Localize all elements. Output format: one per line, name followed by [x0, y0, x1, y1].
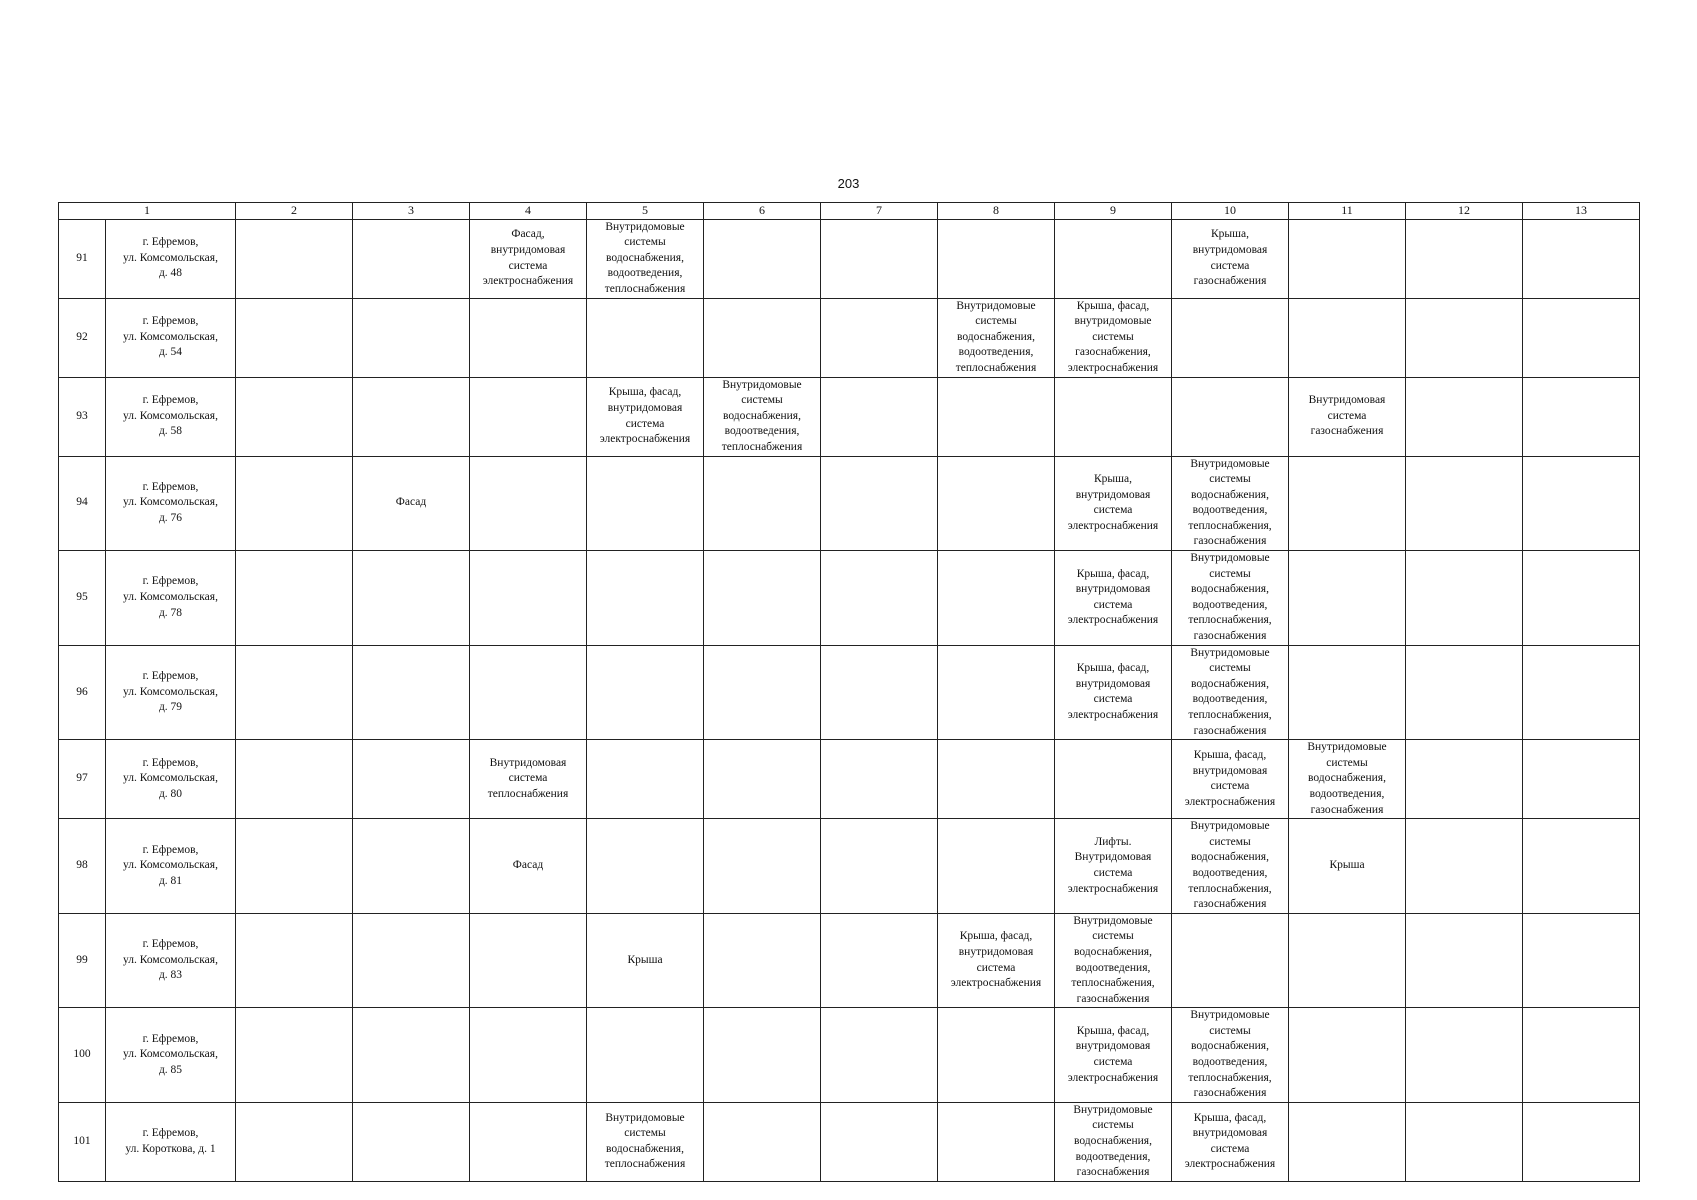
- work-cell: [704, 456, 821, 551]
- work-cell: [704, 298, 821, 377]
- work-cell: [821, 219, 938, 298]
- work-cell: [1523, 551, 1640, 646]
- table-row: [59, 740, 1640, 819]
- work-cell: [1523, 377, 1640, 456]
- work-cell: Внутридомовые системы водоснабжения, водоотведения, газоснабжения: [1055, 1102, 1172, 1181]
- column-header: 7: [821, 203, 938, 220]
- work-cell: [938, 1102, 1055, 1181]
- work-cell: Внутридомовые системы водоснабжения, водоотведения, теплоснабжения: [938, 298, 1055, 377]
- work-cell: Крыша, фасад, внутридомовая система электроснабжения: [1055, 551, 1172, 646]
- table-row: [59, 819, 1640, 914]
- work-cell: [587, 645, 704, 740]
- work-cell: Крыша, фасад, внутридомовая система электроснабжения: [587, 377, 704, 456]
- address-cell: г. Ефремов, ул. Короткова, д. 1: [106, 1102, 236, 1181]
- work-cell: [938, 377, 1055, 456]
- work-cell: [236, 1102, 353, 1181]
- work-cell: Крыша, фасад, внутридомовая система электроснабжения: [1172, 1102, 1289, 1181]
- page-number: 203: [837, 176, 860, 191]
- work-cell: Крыша: [587, 913, 704, 1008]
- row-number-cell: 97: [59, 740, 106, 819]
- work-cell: [1523, 456, 1640, 551]
- row-number-cell: 99: [59, 913, 106, 1008]
- work-cell: [1406, 819, 1523, 914]
- row-number-cell: 91: [59, 219, 106, 298]
- column-header: 5: [587, 203, 704, 220]
- address-cell: г. Ефремов, ул. Комсомольская, д. 81: [106, 819, 236, 914]
- work-cell: [938, 645, 1055, 740]
- address-cell: г. Ефремов, ул. Комсомольская, д. 76: [106, 456, 236, 551]
- work-cell: [1289, 1102, 1406, 1181]
- row-number-cell: 94: [59, 456, 106, 551]
- work-cell: [821, 298, 938, 377]
- column-number-header-row: [59, 203, 1640, 220]
- work-cell: [1406, 551, 1523, 646]
- work-cell: Внутридомовые системы водоснабжения, водоотведения, теплоснабжения: [704, 377, 821, 456]
- work-cell: Внутридомовая система газоснабжения: [1289, 377, 1406, 456]
- work-cell: [587, 740, 704, 819]
- work-cell: [821, 645, 938, 740]
- work-cell: [587, 456, 704, 551]
- table-row: [59, 377, 1640, 456]
- work-cell: [353, 1008, 470, 1103]
- work-cell: [470, 1102, 587, 1181]
- work-cell: [236, 740, 353, 819]
- work-cell: [938, 456, 1055, 551]
- work-cell: [587, 298, 704, 377]
- work-cell: [1172, 377, 1289, 456]
- work-cell: Фасад, внутридомовая система электроснабжения: [470, 219, 587, 298]
- row-number-cell: 92: [59, 298, 106, 377]
- work-cell: [1172, 913, 1289, 1008]
- work-cell: [353, 913, 470, 1008]
- work-cell: [470, 551, 587, 646]
- work-cell: [1055, 740, 1172, 819]
- address-cell: г. Ефремов, ул. Комсомольская, д. 83: [106, 913, 236, 1008]
- work-cell: [470, 456, 587, 551]
- work-cell: [236, 645, 353, 740]
- address-cell: г. Ефремов, ул. Комсомольская, д. 54: [106, 298, 236, 377]
- work-cell: Крыша, внутридомовая система газоснабжения: [1172, 219, 1289, 298]
- work-cell: [1406, 298, 1523, 377]
- work-cell: [704, 1102, 821, 1181]
- work-cell: [704, 551, 821, 646]
- work-cell: [470, 913, 587, 1008]
- work-cell: [353, 551, 470, 646]
- column-header: 4: [470, 203, 587, 220]
- work-cell: [1406, 219, 1523, 298]
- work-cell: [1523, 740, 1640, 819]
- work-cell: [587, 551, 704, 646]
- column-header: 8: [938, 203, 1055, 220]
- work-cell: [1289, 551, 1406, 646]
- work-cell: Внутридомовые системы водоснабжения, водоотведения, теплоснабжения, газоснабжения: [1055, 913, 1172, 1008]
- work-cell: [587, 819, 704, 914]
- work-cell: [353, 1102, 470, 1181]
- row-number-cell: 98: [59, 819, 106, 914]
- work-cell: Внутридомовые системы водоснабжения, водоотведения, газоснабжения: [1289, 740, 1406, 819]
- work-cell: [353, 219, 470, 298]
- work-cell: [1406, 456, 1523, 551]
- work-cell: [821, 1008, 938, 1103]
- work-cell: Крыша, фасад, внутридомовые системы газоснабжения, электроснабжения: [1055, 298, 1172, 377]
- work-cell: [236, 377, 353, 456]
- work-cell: [938, 551, 1055, 646]
- work-cell: [704, 740, 821, 819]
- work-cell: [821, 1102, 938, 1181]
- work-cell: [470, 298, 587, 377]
- work-cell: [1289, 913, 1406, 1008]
- address-cell: г. Ефремов, ул. Комсомольская, д. 85: [106, 1008, 236, 1103]
- work-cell: [353, 298, 470, 377]
- work-cell: [1523, 819, 1640, 914]
- work-cell: [938, 1008, 1055, 1103]
- work-cell: Внутридомовые системы водоснабжения, водоотведения, теплоснабжения: [587, 219, 704, 298]
- address-cell: г. Ефремов, ул. Комсомольская, д. 79: [106, 645, 236, 740]
- work-cell: [1055, 219, 1172, 298]
- column-header: 1: [59, 203, 236, 220]
- work-cell: Крыша: [1289, 819, 1406, 914]
- work-cell: [821, 913, 938, 1008]
- work-cell: [704, 645, 821, 740]
- work-cell: [236, 298, 353, 377]
- table-row: [59, 551, 1640, 646]
- work-cell: Внутридомовые системы водоснабжения, теплоснабжения: [587, 1102, 704, 1181]
- work-cell: [353, 377, 470, 456]
- work-cell: [1406, 645, 1523, 740]
- address-cell: г. Ефремов, ул. Комсомольская, д. 80: [106, 740, 236, 819]
- work-cell: [704, 1008, 821, 1103]
- work-cell: [1289, 298, 1406, 377]
- row-number-cell: 100: [59, 1008, 106, 1103]
- work-cell: [1289, 1008, 1406, 1103]
- work-cell: [1406, 740, 1523, 819]
- work-cell: Внутридомовые системы водоснабжения, водоотведения, теплоснабжения, газоснабжения: [1172, 456, 1289, 551]
- table-row: [59, 913, 1640, 1008]
- work-cell: [704, 819, 821, 914]
- work-cell: Крыша, фасад, внутридомовая система электроснабжения: [1055, 1008, 1172, 1103]
- table-row: [59, 298, 1640, 377]
- address-cell: г. Ефремов, ул. Комсомольская, д. 58: [106, 377, 236, 456]
- work-cell: [1406, 1102, 1523, 1181]
- work-cell: [236, 219, 353, 298]
- row-number-cell: 101: [59, 1102, 106, 1181]
- work-cell: [236, 551, 353, 646]
- work-cell: [821, 740, 938, 819]
- work-cell: [353, 740, 470, 819]
- repair-schedule-table: [58, 202, 1640, 1182]
- table-row: [59, 456, 1640, 551]
- work-cell: Крыша, внутридомовая система электроснабжения: [1055, 456, 1172, 551]
- work-cell: [1523, 298, 1640, 377]
- work-cell: [1406, 377, 1523, 456]
- work-cell: [821, 551, 938, 646]
- work-cell: [1172, 298, 1289, 377]
- work-cell: [938, 219, 1055, 298]
- work-cell: [938, 819, 1055, 914]
- table-row: [59, 1102, 1640, 1181]
- work-cell: [704, 219, 821, 298]
- work-cell: [470, 377, 587, 456]
- work-cell: [704, 913, 821, 1008]
- work-cell: [821, 819, 938, 914]
- row-number-cell: 93: [59, 377, 106, 456]
- work-cell: Внутридомовая система теплоснабжения: [470, 740, 587, 819]
- table-row: [59, 645, 1640, 740]
- work-cell: Крыша, фасад, внутридомовая система электроснабжения: [938, 913, 1055, 1008]
- column-header: 9: [1055, 203, 1172, 220]
- work-cell: [1289, 645, 1406, 740]
- address-cell: г. Ефремов, ул. Комсомольская, д. 48: [106, 219, 236, 298]
- column-header: 3: [353, 203, 470, 220]
- work-cell: [1289, 456, 1406, 551]
- work-cell: Внутридомовые системы водоснабжения, водоотведения, теплоснабжения, газоснабжения: [1172, 551, 1289, 646]
- work-cell: [1406, 1008, 1523, 1103]
- work-cell: Фасад: [470, 819, 587, 914]
- work-cell: [236, 913, 353, 1008]
- column-header: 12: [1406, 203, 1523, 220]
- work-cell: [938, 740, 1055, 819]
- column-header: 2: [236, 203, 353, 220]
- work-cell: [587, 1008, 704, 1103]
- column-header: 10: [1172, 203, 1289, 220]
- work-cell: [1523, 1008, 1640, 1103]
- work-cell: [1055, 377, 1172, 456]
- row-number-cell: 96: [59, 645, 106, 740]
- work-cell: [470, 1008, 587, 1103]
- column-header: 13: [1523, 203, 1640, 220]
- work-cell: [236, 456, 353, 551]
- row-number-cell: 95: [59, 551, 106, 646]
- work-cell: Внутридомовые системы водоснабжения, водоотведения, теплоснабжения, газоснабжения: [1172, 645, 1289, 740]
- table-row: [59, 1008, 1640, 1103]
- work-cell: [1523, 913, 1640, 1008]
- work-cell: [1523, 219, 1640, 298]
- work-cell: [353, 819, 470, 914]
- work-cell: Фасад: [353, 456, 470, 551]
- work-cell: [1523, 645, 1640, 740]
- work-cell: [1289, 219, 1406, 298]
- address-cell: г. Ефремов, ул. Комсомольская, д. 78: [106, 551, 236, 646]
- work-cell: [821, 456, 938, 551]
- work-cell: Крыша, фасад, внутридомовая система электроснабжения: [1055, 645, 1172, 740]
- column-header: 11: [1289, 203, 1406, 220]
- work-cell: Внутридомовые системы водоснабжения, водоотведения, теплоснабжения, газоснабжения: [1172, 1008, 1289, 1103]
- work-cell: [470, 645, 587, 740]
- work-cell: Внутридомовые системы водоснабжения, водоотведения, теплоснабжения, газоснабжения: [1172, 819, 1289, 914]
- column-header: 6: [704, 203, 821, 220]
- work-cell: [821, 377, 938, 456]
- work-cell: [353, 645, 470, 740]
- work-cell: Крыша, фасад, внутридомовая система электроснабжения: [1172, 740, 1289, 819]
- work-cell: Лифты. Внутридомовая система электроснабжения: [1055, 819, 1172, 914]
- work-cell: [236, 1008, 353, 1103]
- table-row: [59, 219, 1640, 298]
- work-cell: [1406, 913, 1523, 1008]
- work-cell: [1523, 1102, 1640, 1181]
- work-cell: [236, 819, 353, 914]
